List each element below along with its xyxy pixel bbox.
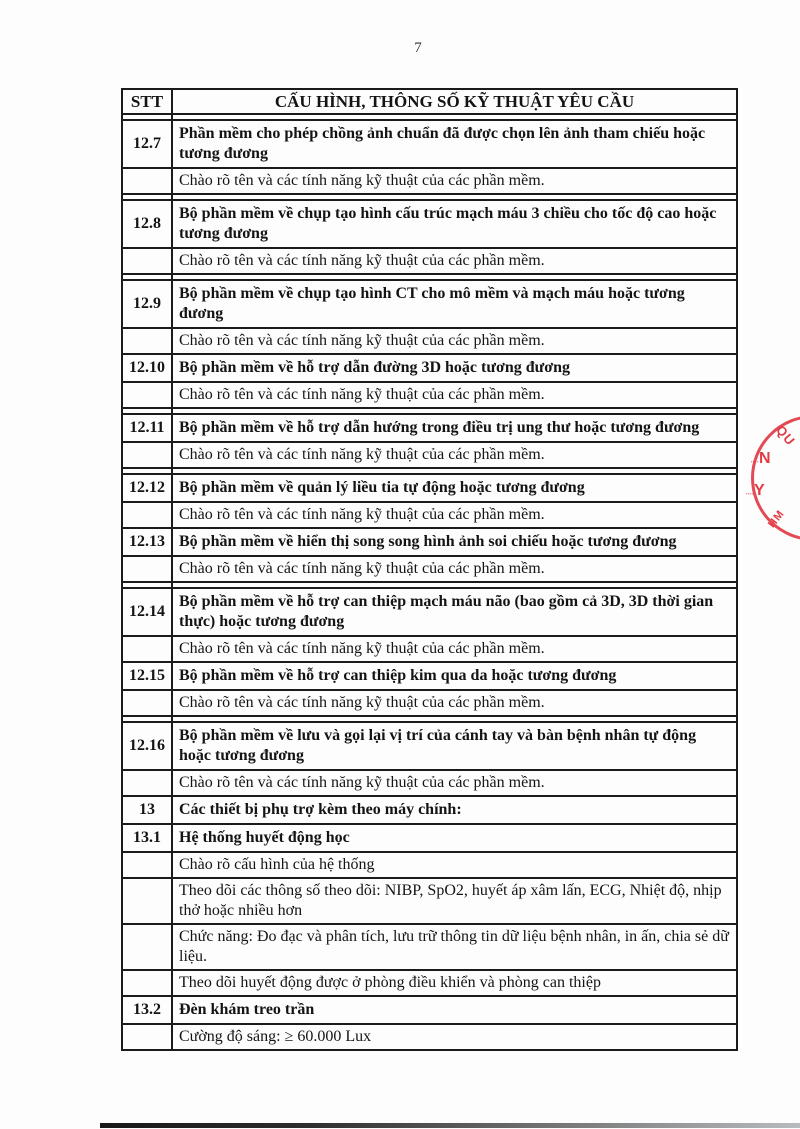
table-row bbox=[122, 248, 737, 274]
table-row bbox=[122, 280, 737, 328]
table-row bbox=[122, 442, 737, 468]
table-row bbox=[122, 924, 737, 970]
row-spec-cell: Chào rõ tên và các tính năng kỹ thuật của các phần mềm. bbox=[172, 556, 737, 582]
row-spec-cell: Bộ phần mềm về lưu và gọi lại vị trí của cánh tay và bàn bệnh nhân tự động hoặc tương đương bbox=[172, 722, 737, 770]
row-number-cell bbox=[122, 168, 172, 194]
table-row bbox=[122, 970, 737, 996]
row-spec-cell: Chào rõ tên và các tính năng kỹ thuật của các phần mềm. bbox=[172, 442, 737, 468]
scan-artifact-bottom-edge bbox=[100, 1123, 800, 1128]
page-number: 7 bbox=[414, 40, 422, 56]
row-number-cell bbox=[122, 248, 172, 274]
row-spec-cell: Bộ phần mềm về hỗ trợ can thiệp kim qua da hoặc tương đương bbox=[172, 662, 737, 690]
row-spec-cell: Chào rõ tên và các tính năng kỹ thuật của các phần mềm. bbox=[172, 690, 737, 716]
table-row bbox=[122, 636, 737, 662]
stamp-center-text-line2: ᠁ Y bbox=[754, 482, 765, 500]
table-row bbox=[122, 120, 737, 168]
row-number-cell bbox=[122, 636, 172, 662]
table-row bbox=[122, 474, 737, 502]
table-row bbox=[122, 878, 737, 924]
row-number-cell: 12.9 bbox=[122, 280, 172, 328]
row-number-cell: 12.7 bbox=[122, 120, 172, 168]
row-spec-cell: Bộ phần mềm về hiển thị song song hình ảnh soi chiếu hoặc tương đương bbox=[172, 528, 737, 556]
row-number-cell: 13 bbox=[122, 796, 172, 824]
row-spec-cell: Chào rõ cấu hình của hệ thống bbox=[172, 852, 737, 878]
table-row bbox=[122, 200, 737, 248]
table-row bbox=[122, 824, 737, 852]
stamp-arc-top-text: QU bbox=[773, 422, 799, 449]
row-number-cell bbox=[122, 690, 172, 716]
row-number-cell: 12.10 bbox=[122, 354, 172, 382]
row-spec-cell: Hệ thống huyết động học bbox=[172, 824, 737, 852]
row-number-cell: 12.14 bbox=[122, 588, 172, 636]
table-row bbox=[122, 168, 737, 194]
row-spec-cell: Bộ phần mềm về hỗ trợ can thiệp mạch máu não (bao gồm cả 3D, 3D thời gian thực) hoặc tương đương bbox=[172, 588, 737, 636]
row-spec-cell: Bộ phần mềm về chụp tạo hình cấu trúc mạch máu 3 chiều cho tốc độ cao hoặc tương đương bbox=[172, 200, 737, 248]
row-spec-cell: Bộ phần mềm về hỗ trợ dẫn hướng trong điều trị ung thư hoặc tương đương bbox=[172, 414, 737, 442]
table-row bbox=[122, 1024, 737, 1050]
spec-table bbox=[121, 88, 738, 1051]
row-number-cell bbox=[122, 502, 172, 528]
row-spec-cell: Đèn khám treo trần bbox=[172, 996, 737, 1024]
row-spec-cell: Chức năng: Đo đạc và phân tích, lưu trữ thông tin dữ liệu bệnh nhân, in ấn, chia sẻ dữ liệu. bbox=[172, 924, 737, 970]
row-spec-cell: Cường độ sáng: ≥ 60.000 Lux bbox=[172, 1024, 737, 1050]
row-number-cell bbox=[122, 878, 172, 924]
row-number-cell bbox=[122, 556, 172, 582]
row-number-cell: 12.13 bbox=[122, 528, 172, 556]
row-spec-cell: Theo dõi các thông số theo dõi: NIBP, SpO2, huyết áp xâm lấn, ECG, Nhiệt độ, nhịp thở hoặc nhiều hơn bbox=[172, 878, 737, 924]
row-number-cell bbox=[122, 442, 172, 468]
row-spec-cell: Bộ phần mềm về chụp tạo hình CT cho mô mềm và mạch máu hoặc tương đương bbox=[172, 280, 737, 328]
row-spec-cell: Phần mềm cho phép chồng ảnh chuẩn đã được chọn lên ảnh tham chiếu hoặc tương đương bbox=[172, 120, 737, 168]
column-header-stt: STT bbox=[122, 89, 172, 114]
table-row bbox=[122, 852, 737, 878]
row-number-cell: 13.2 bbox=[122, 996, 172, 1024]
row-spec-cell: Chào rõ tên và các tính năng kỹ thuật của các phần mềm. bbox=[172, 770, 737, 796]
table-row bbox=[122, 328, 737, 354]
row-spec-cell: Chào rõ tên và các tính năng kỹ thuật của các phần mềm. bbox=[172, 248, 737, 274]
row-spec-cell: Bộ phần mềm về hỗ trợ dẫn đường 3D hoặc tương đương bbox=[172, 354, 737, 382]
table-body bbox=[122, 114, 737, 1050]
table-row bbox=[122, 502, 737, 528]
row-number-cell bbox=[122, 970, 172, 996]
table-row bbox=[122, 414, 737, 442]
spec-table-container bbox=[121, 88, 738, 1051]
row-number-cell bbox=[122, 924, 172, 970]
row-number-cell bbox=[122, 382, 172, 408]
column-header-spec: CẤU HÌNH, THÔNG SỐ KỸ THUẬT YÊU CẦU bbox=[172, 89, 737, 114]
row-number-cell: 12.15 bbox=[122, 662, 172, 690]
table-row bbox=[122, 770, 737, 796]
red-stamp bbox=[742, 408, 800, 554]
row-number-cell: 12.16 bbox=[122, 722, 172, 770]
row-number-cell bbox=[122, 770, 172, 796]
table-row bbox=[122, 996, 737, 1024]
table-row bbox=[122, 354, 737, 382]
table-row bbox=[122, 528, 737, 556]
table-row bbox=[122, 382, 737, 408]
row-spec-cell: Theo dõi huyết động được ở phòng điều khiển và phòng can thiệp bbox=[172, 970, 737, 996]
row-spec-cell: Các thiết bị phụ trợ kèm theo máy chính: bbox=[172, 796, 737, 824]
stamp-ring-circle bbox=[751, 415, 800, 541]
table-row bbox=[122, 662, 737, 690]
row-number-cell: 12.12 bbox=[122, 474, 172, 502]
row-spec-cell: Chào rõ tên và các tính năng kỹ thuật của các phần mềm. bbox=[172, 636, 737, 662]
row-spec-cell: Chào rõ tên và các tính năng kỹ thuật của các phần mềm. bbox=[172, 168, 737, 194]
row-number-cell bbox=[122, 852, 172, 878]
row-number-cell: 12.11 bbox=[122, 414, 172, 442]
row-number-cell bbox=[122, 1024, 172, 1050]
row-spec-cell: Bộ phần mềm về quản lý liều tia tự động hoặc tương đương bbox=[172, 474, 737, 502]
row-spec-cell: Chào rõ tên và các tính năng kỹ thuật của các phần mềm. bbox=[172, 382, 737, 408]
row-number-cell bbox=[122, 328, 172, 354]
stamp-center-text-line1: ᠁ N bbox=[759, 450, 771, 468]
row-number-cell: 13.1 bbox=[122, 824, 172, 852]
table-header-row bbox=[122, 89, 737, 114]
row-spec-cell: Chào rõ tên và các tính năng kỹ thuật của các phần mềm. bbox=[172, 328, 737, 354]
table-row bbox=[122, 690, 737, 716]
table-row bbox=[122, 588, 737, 636]
row-number-cell: 12.8 bbox=[122, 200, 172, 248]
table-row bbox=[122, 796, 737, 824]
table-row bbox=[122, 722, 737, 770]
row-spec-cell: Chào rõ tên và các tính năng kỹ thuật của các phần mềm. bbox=[172, 502, 737, 528]
table-row bbox=[122, 556, 737, 582]
stamp-arc-bottom-text: HM bbox=[765, 507, 788, 531]
